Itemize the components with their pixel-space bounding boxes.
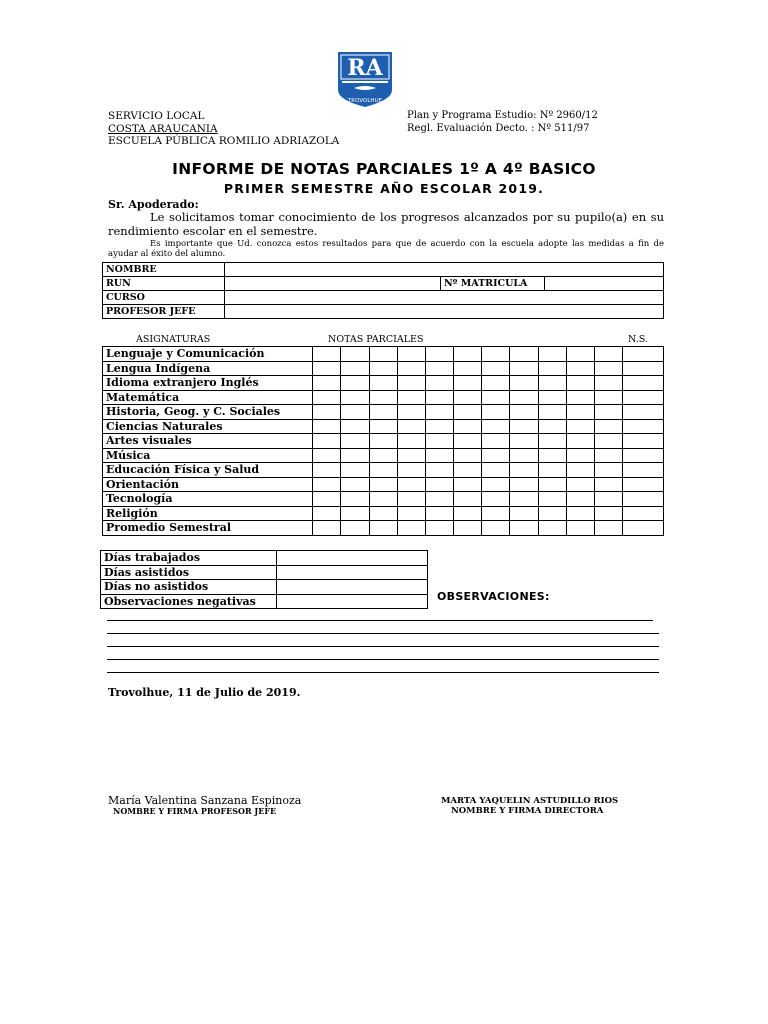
table-row [101,594,428,609]
observation-line[interactable] [107,633,659,634]
grade-cell[interactable] [313,361,341,376]
grade-cell[interactable] [566,405,594,420]
grade-cell[interactable] [510,448,538,463]
grade-cell[interactable] [397,390,425,405]
grade-cell[interactable] [538,492,566,507]
header-left [108,110,339,148]
table-row [103,521,664,536]
table-row [103,448,664,463]
grade-cell[interactable] [594,347,622,362]
grade-cell[interactable] [566,463,594,478]
grade-cell[interactable] [341,361,369,376]
grade-cell[interactable] [510,361,538,376]
grade-cell[interactable] [566,521,594,536]
grade-cell[interactable] [369,506,397,521]
ns-cell[interactable] [623,376,664,391]
subject-name: Religión [103,506,313,521]
subject-name: Historia, Geog. y C. Sociales [103,405,313,420]
grade-cell[interactable] [510,434,538,449]
header-plan: Plan y Programa Estudio: Nº 2960/12 [407,110,598,121]
header-decree: Regl. Evaluación Decto. : Nº 511/97 [407,122,590,134]
director-name: MARTA YAQUELIN ASTUDILLO RIOS [441,796,619,806]
table-row [101,565,428,580]
grade-cell[interactable] [369,434,397,449]
note-paragraph: Es importante que Ud. conozca estos resultados para que de acuerdo con la escuela adopte las medidas a fin de ayudar al éxito del alumno. [108,239,664,259]
intro-paragraph: Le solicitamos tomar conocimiento de los progresos alcanzados por su pupilo(a) en su rendimiento escolar en el semestre. [108,210,664,238]
grade-cell[interactable] [369,347,397,362]
subject-name: Orientación [103,477,313,492]
grade-cell[interactable] [454,521,482,536]
grade-cell[interactable] [538,419,566,434]
student-info-table [102,262,664,319]
table-row [103,492,664,507]
grade-cell[interactable] [313,521,341,536]
grade-cell[interactable] [425,448,453,463]
grade-cell[interactable] [482,376,510,391]
ns-cell[interactable] [623,506,664,521]
grade-cell[interactable] [594,434,622,449]
attendance-value[interactable] [277,580,428,595]
table-row [103,405,664,420]
grade-cell[interactable] [341,419,369,434]
grade-cell[interactable] [313,477,341,492]
subject-name: Artes visuales [103,434,313,449]
grade-cell[interactable] [369,361,397,376]
grade-cell[interactable] [341,390,369,405]
grade-cell[interactable] [369,448,397,463]
attendance-label: Observaciones negativas [101,594,277,609]
grade-cell[interactable] [594,419,622,434]
field-run[interactable] [225,277,441,291]
grade-cell[interactable] [594,376,622,391]
grade-cell[interactable] [454,434,482,449]
grade-cell[interactable] [397,361,425,376]
grade-cell[interactable] [369,492,397,507]
header-region: COSTA ARAUCANIA [108,122,218,135]
grade-cell[interactable] [313,419,341,434]
grade-cell[interactable] [482,477,510,492]
grade-cell[interactable] [454,361,482,376]
subject-name: Lenguaje y Comunicación [103,347,313,362]
grade-cell[interactable] [594,405,622,420]
attendance-label: Días trabajados [101,551,277,566]
grade-cell[interactable] [482,405,510,420]
subject-name: Tecnología [103,492,313,507]
grade-cell[interactable] [397,521,425,536]
grade-cell[interactable] [369,419,397,434]
grade-cell[interactable] [538,521,566,536]
grade-cell[interactable] [454,448,482,463]
grade-cell[interactable] [482,463,510,478]
label-nombre: NOMBRE [103,263,225,277]
ns-cell[interactable] [623,390,664,405]
grade-cell[interactable] [538,347,566,362]
ns-cell[interactable] [623,405,664,420]
grade-cell[interactable] [425,492,453,507]
grade-cell[interactable] [454,347,482,362]
grade-cell[interactable] [425,419,453,434]
grade-cell[interactable] [341,521,369,536]
grade-cell[interactable] [397,419,425,434]
table-row [103,361,664,376]
header-school: ESCUELA PÚBLICA ROMILIO ADRIAZOLA [108,135,340,147]
grade-cell[interactable] [566,347,594,362]
attendance-label: Días no asistidos [101,580,277,595]
ns-cell[interactable] [623,347,664,362]
grade-cell[interactable] [341,477,369,492]
grade-cell[interactable] [397,492,425,507]
grade-cell[interactable] [566,492,594,507]
grade-cell[interactable] [594,361,622,376]
ns-cell[interactable] [623,492,664,507]
grade-cell[interactable] [397,376,425,391]
grade-cell[interactable] [425,361,453,376]
date-line: Trovolhue, 11 de Julio de 2019. [108,686,301,699]
observation-line[interactable] [107,659,659,660]
ns-cell[interactable] [623,463,664,478]
field-matricula[interactable] [545,277,664,291]
grade-cell[interactable] [482,419,510,434]
grade-cell[interactable] [313,405,341,420]
grade-cell[interactable] [510,477,538,492]
grade-cell[interactable] [425,477,453,492]
grade-cell[interactable] [510,521,538,536]
ns-cell[interactable] [623,477,664,492]
grade-cell[interactable] [425,405,453,420]
grade-cell[interactable] [341,376,369,391]
table-row [103,463,664,478]
grade-cell[interactable] [454,405,482,420]
observation-line[interactable] [107,646,659,647]
grade-cell[interactable] [425,506,453,521]
field-nombre[interactable] [225,263,664,277]
grade-cell[interactable] [566,361,594,376]
grade-cell[interactable] [510,506,538,521]
grade-cell[interactable] [341,347,369,362]
grade-cell[interactable] [313,506,341,521]
grade-cell[interactable] [425,434,453,449]
grade-cell[interactable] [341,506,369,521]
header-ns: N.S. [628,334,648,345]
grade-cell[interactable] [566,419,594,434]
grade-cell[interactable] [594,521,622,536]
grade-cell[interactable] [594,492,622,507]
attendance-table [100,550,428,609]
grade-cell[interactable] [594,463,622,478]
subject-name: Promedio Semestral [103,521,313,536]
grade-cell[interactable] [369,477,397,492]
logo-letters: RA [347,55,383,81]
table-row [103,390,664,405]
grade-cell[interactable] [594,448,622,463]
grade-cell[interactable] [313,390,341,405]
grade-cell[interactable] [566,390,594,405]
grade-cell[interactable] [369,405,397,420]
grade-cell[interactable] [397,477,425,492]
grade-cell[interactable] [454,390,482,405]
table-row [103,347,664,362]
subject-name: Lengua Indígena [103,361,313,376]
grade-cell[interactable] [566,376,594,391]
observations-label: OBSERVACIONES: [437,590,550,603]
grade-cell[interactable] [538,434,566,449]
grade-cell[interactable] [454,376,482,391]
grade-cell[interactable] [510,419,538,434]
grade-cell[interactable] [397,463,425,478]
director-role: NOMBRE Y FIRMA DIRECTORA [451,806,604,816]
grade-cell[interactable] [369,521,397,536]
table-row [103,477,664,492]
subject-name: Música [103,448,313,463]
subject-name: Ciencias Naturales [103,419,313,434]
grade-cell[interactable] [482,390,510,405]
grade-cell[interactable] [538,405,566,420]
grade-cell[interactable] [425,521,453,536]
grade-cell[interactable] [313,448,341,463]
grade-cell[interactable] [313,376,341,391]
attendance-value[interactable] [277,565,428,580]
grade-cell[interactable] [397,347,425,362]
ns-cell[interactable] [623,361,664,376]
grade-cell[interactable] [482,521,510,536]
header-asignaturas: ASIGNATURAS [136,334,211,345]
school-logo [336,50,394,108]
ns-cell[interactable] [623,419,664,434]
teacher-role: NOMBRE Y FIRMA PROFESOR JEFE [113,806,277,816]
grade-cell[interactable] [538,448,566,463]
attendance-value[interactable] [277,551,428,566]
observation-line[interactable] [107,620,653,621]
ns-cell[interactable] [623,448,664,463]
grade-cell[interactable] [510,347,538,362]
grade-cell[interactable] [594,506,622,521]
grade-cell[interactable] [538,376,566,391]
grade-cell[interactable] [482,361,510,376]
grade-cell[interactable] [594,390,622,405]
grade-cell[interactable] [425,347,453,362]
grade-cell[interactable] [341,434,369,449]
grade-cell[interactable] [397,448,425,463]
salutation: Sr. Apoderado: [108,198,199,211]
grade-cell[interactable] [369,463,397,478]
field-curso[interactable] [225,291,664,305]
teacher-name: María Valentina Sanzana Espinoza [108,794,302,807]
grade-cell[interactable] [538,361,566,376]
table-row [103,419,664,434]
grade-cell[interactable] [369,390,397,405]
subject-name: Idioma extranjero Inglés [103,376,313,391]
grade-cell[interactable] [510,492,538,507]
grade-cell[interactable] [482,506,510,521]
header-right [407,110,598,135]
grade-cell[interactable] [566,477,594,492]
grade-cell[interactable] [566,448,594,463]
label-profesor: PROFESOR JEFE [103,305,225,319]
table-row [101,580,428,595]
grade-cell[interactable] [397,405,425,420]
ns-cell[interactable] [623,434,664,449]
observation-line[interactable] [107,672,659,673]
attendance-value[interactable] [277,594,428,609]
table-row [103,506,664,521]
grade-cell[interactable] [369,376,397,391]
grade-cell[interactable] [566,506,594,521]
grade-cell[interactable] [454,492,482,507]
header-service: SERVICIO LOCAL [108,110,205,122]
grade-cell[interactable] [313,463,341,478]
grade-cell[interactable] [341,492,369,507]
grade-cell[interactable] [538,463,566,478]
grade-cell[interactable] [510,376,538,391]
table-row [103,434,664,449]
grade-cell[interactable] [454,477,482,492]
grade-cell[interactable] [425,390,453,405]
grade-cell[interactable] [425,376,453,391]
ns-cell[interactable] [623,521,664,536]
field-profesor[interactable] [225,305,664,319]
grade-cell[interactable] [538,477,566,492]
grade-cell[interactable] [510,390,538,405]
grade-cell[interactable] [454,463,482,478]
label-curso: CURSO [103,291,225,305]
grade-cell[interactable] [341,448,369,463]
grade-cell[interactable] [313,492,341,507]
grade-cell[interactable] [313,434,341,449]
grade-cell[interactable] [397,434,425,449]
grade-cell[interactable] [454,419,482,434]
subject-name: Educación Física y Salud [103,463,313,478]
grade-cell[interactable] [341,463,369,478]
logo-caption: TROVOLHUE [347,98,383,104]
grade-cell[interactable] [566,434,594,449]
grade-cell[interactable] [454,506,482,521]
grade-cell[interactable] [313,347,341,362]
grade-cell[interactable] [482,492,510,507]
label-matricula: Nº MATRICULA [441,277,545,291]
grade-cell[interactable] [510,405,538,420]
grade-cell[interactable] [538,390,566,405]
table-row [103,376,664,391]
table-row [101,551,428,566]
grade-cell[interactable] [482,448,510,463]
grade-cell[interactable] [397,506,425,521]
grade-cell[interactable] [341,405,369,420]
grade-cell[interactable] [510,463,538,478]
grades-table [102,346,664,536]
attendance-label: Días asistidos [101,565,277,580]
grade-cell[interactable] [482,434,510,449]
grade-cell[interactable] [425,463,453,478]
subject-name: Matemática [103,390,313,405]
grade-cell[interactable] [482,347,510,362]
header-notas: NOTAS PARCIALES [328,334,424,345]
report-subtitle: PRIMER SEMESTRE AÑO ESCOLAR 2019. [223,181,545,196]
grade-cell[interactable] [538,506,566,521]
label-run: RUN [103,277,225,291]
grade-cell[interactable] [594,477,622,492]
report-title: INFORME DE NOTAS PARCIALES 1º A 4º BASICO [172,160,596,178]
